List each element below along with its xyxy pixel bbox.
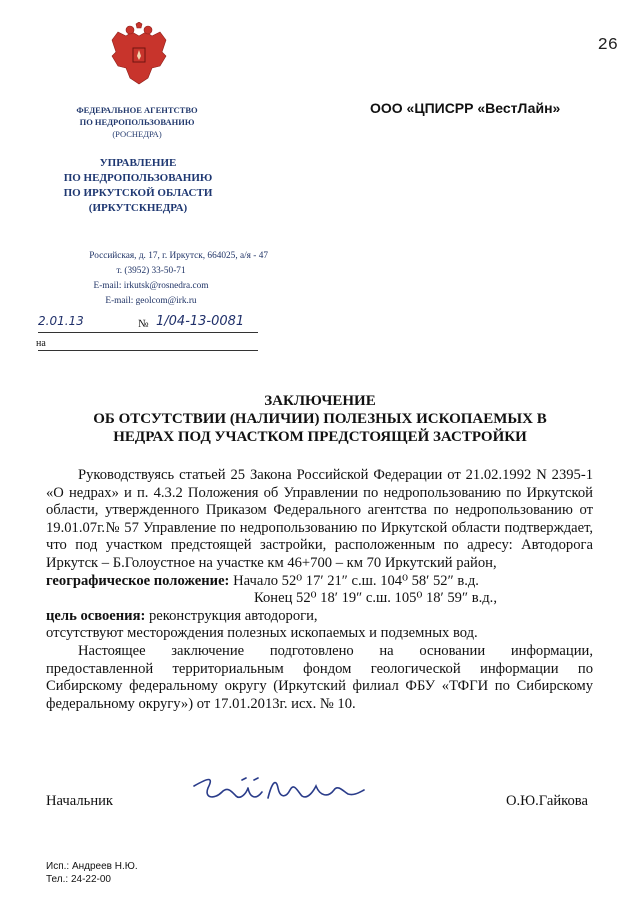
department-line: ПО НЕДРОПОЛЬЗОВАНИЮ [63,172,213,184]
agency-line: ФЕДЕРАЛЬНОЕ АГЕНТСТВО [76,105,198,115]
reference-date-number-row [38,316,258,333]
title-line: НЕДРАХ ПОД УЧАСТКОМ ПРЕДСТОЯЩЕЙ ЗАСТРОЙКИ [113,429,527,445]
body-paragraph: Руководствуясь статьей 25 Закона Российской Федерации от 21.02.1992 N 2395-1 «О недрах» и п. 4.3.2 Положения об Управлении по недропользованию по Иркутской области, утвержденного Приказом Федерального агентства по недропользованию от 19.01.07г.№ 57 Управление по недропользованию по Иркутской области подтверждает, что под участком предстоящей застройки, расположенным по адресу: Автодорога Иркутск – Б.Голоустное на участке км 46+700 – км 70 Иркутский район, [46,467,593,571]
coord-start: Начало 52⁰ 17′ 21″ с.ш. 104⁰ 58′ 52″ в.д. [233,572,479,589]
department-header [58,156,218,216]
handwritten-date: 2.01.13 [38,314,84,328]
agency-line: (РОСНЕДРА) [112,129,162,139]
document-body [46,467,593,713]
coat-of-arms-emblem [108,22,170,92]
handwritten-signature [188,770,368,810]
goal-label: цель освоения: [46,607,146,624]
executor-phone: Тел.: 24-22-00 [46,874,111,885]
executor-footer [46,860,138,886]
address-line: Российская, д. 17, г. Иркутск, 664025, а/я - 47 [89,251,268,261]
number-label: № [138,318,149,330]
goal-value: реконструкция автодороги, [149,607,318,624]
geo-position-label: географическое положение: [46,572,230,589]
on-label: на [36,338,46,349]
signer-name: О.Ю.Гайкова [505,793,588,809]
page-number: 26 [597,36,618,55]
geo-position-line [46,573,593,591]
document-title [60,392,580,446]
department-line: ПО ИРКУТСКОЙ ОБЛАСТИ [63,187,213,199]
title-line: ОБ ОТСУТСТВИИ (НАЛИЧИИ) ПОЛЕЗНЫХ ИСКОПАЕМЫХ В [93,411,547,427]
email-line: E-mail: geolcom@irk.ru [105,296,197,306]
handwritten-number: 1/04-13-0081 [156,314,245,329]
phone-line: т. (3952) 33-50-71 [116,266,186,276]
recipient: ООО «ЦПИСРР «ВестЛайн» [370,100,561,116]
department-line: (ИРКУТСКНЕДРА) [88,202,188,214]
absence-statement: отсутствуют месторождения полезных ископаемых и подземных вод. [46,625,478,642]
agency-header [52,104,222,140]
department-line: УПРАВЛЕНИЕ [99,157,177,169]
title-line: ЗАКЛЮЧЕНИЕ [264,393,376,409]
coord-end: Конец 52⁰ 18′ 19″ с.ш. 105⁰ 18′ 59″ в.д., [254,590,497,607]
reference-on-row [38,334,258,351]
contact-block [34,249,268,309]
executor-line: Исп.: Андреев Н.Ю. [46,861,138,872]
goal-line [46,608,593,626]
signer-position: Начальник [46,793,114,809]
body-paragraph: Настоящее заключение подготовлено на основании информации, предоставленной территориальным фондом геологической информации по Сибирскому федеральному округу (Иркутский филиал ФБУ «ТФГИ по Сибирскому федеральному округу») от 17.01.2013г. исх. № 10. [46,642,593,712]
email-line: E-mail: irkutsk@rosnedra.com [93,281,209,291]
agency-line: ПО НЕДРОПОЛЬЗОВАНИЮ [79,117,195,127]
